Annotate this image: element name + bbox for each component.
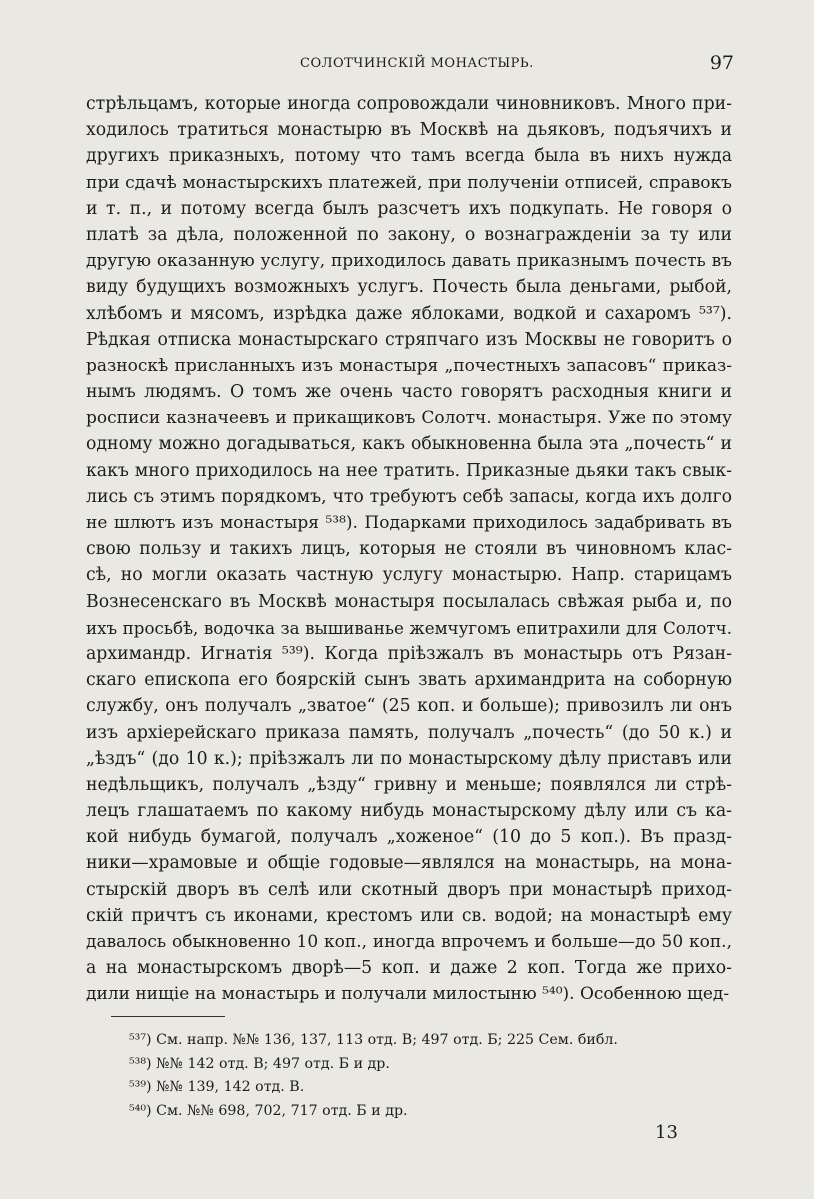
footnote: ⁵³⁷) См. напр. №№ 136, 137, 113 отд. В; 497 отд. Б; 225 Сем. библ. <box>129 1032 618 1048</box>
body-text <box>86 91 732 1008</box>
text-line: архимандр. Игнатія ⁵³⁹). Когда пріѣзжалъ въ монастырь отъ Рязан- <box>86 643 732 664</box>
text-line: давалось обыкновенно 10 коп., иногда впрочемъ и больше—до 50 коп., <box>86 932 732 952</box>
text-line: ходилось тратиться монастырю въ Москвѣ на дьяковъ, подъячихъ и <box>86 120 732 141</box>
text-line: ихъ просьбѣ, водочка за вышиванье жемчугомъ епитрахили для Солотч. <box>86 617 732 638</box>
running-head <box>86 52 736 76</box>
text-line: росписи казначеевъ и прикащиковъ Солотч. монастыря. Уже по этому <box>86 408 732 429</box>
text-line: кой нибудь бумагой, получалъ „хоженое“ (10 до 5 коп.). Въ празд- <box>86 827 732 848</box>
text-line: дили нищіе на монастырь и получали милостыню ⁵⁴⁰). Особенною щед- <box>86 984 730 1005</box>
text-line: службу, онъ получалъ „зватое“ (25 коп. и больше); привозилъ ли онъ <box>86 696 732 717</box>
footnote-rule <box>111 1016 225 1017</box>
text-line: Рѣдкая отписка монастырскаго стряпчаго изъ Москвы не говоритъ о <box>86 329 732 350</box>
text-line: при сдачѣ монастырскихъ платежей, при полученіи отписей, справокъ <box>86 172 732 193</box>
footnote: ⁵³⁹) №№ 139, 142 отд. В. <box>129 1079 305 1095</box>
text-line: нымъ людямъ. О томъ же очень часто говорятъ расходныя книги и <box>86 382 732 403</box>
text-line: какъ много приходилось на нее тратить. Приказные дьяки такъ свык- <box>86 460 732 481</box>
text-line: и т. п., и потому всегда былъ разсчетъ ихъ подкупать. Не говоря о <box>86 198 732 219</box>
text-line: другую оказанную услугу, приходилось давать приказнымъ почесть въ <box>86 251 732 272</box>
text-line: ники—храмовые и общіе годовые—являлся на монастырь, на мона- <box>86 853 732 874</box>
text-line: лецъ глашатаемъ по какому нибудь монастырскому дѣлу или съ ка- <box>86 801 732 822</box>
text-line: „ѣздъ“ (до 10 к.); пріѣзжалъ ли по монастырскому дѣлу приставъ или <box>86 748 732 769</box>
text-line: Вознесенскаго въ Москвѣ монастыря посылалась свѣжая рыба и, по <box>86 591 732 612</box>
text-line: стрѣльцамъ, которые иногда сопровождали чиновниковъ. Много при- <box>86 94 732 114</box>
text-line: свою пользу и такихъ лицъ, которыя не стояли въ чиновномъ клас- <box>86 539 732 560</box>
text-line: сѣ, но могли оказать частную услугу монастырю. Напр. старицамъ <box>86 565 732 586</box>
text-line: виду будущихъ возможныхъ услугъ. Почесть была деньгами, рыбой, <box>86 277 732 298</box>
running-title: СОЛОТЧИНСКІЙ МОНАСТЫРЬ. <box>300 56 534 71</box>
text-line: изъ архіерейскаго приказа память, получалъ „почесть“ (до 50 к.) и <box>86 722 732 743</box>
text-line: лись съ этимъ порядкомъ, что требуютъ себѣ запасы, когда ихъ долго <box>86 486 732 507</box>
text-line: скій причтъ съ иконами, крестомъ или св. водой; на монастырѣ ему <box>86 905 732 926</box>
footnotes <box>129 1029 719 1123</box>
text-line: другихъ приказныхъ, потому что тамъ всегда была въ нихъ нужда <box>86 146 732 167</box>
text-line: не шлютъ изъ монастыря ⁵³⁸). Подарками приходилось задабривать въ <box>86 513 732 533</box>
text-line: стырскій дворъ въ селѣ или скотный дворъ при монастырѣ приход- <box>86 879 732 900</box>
text-line: разноскѣ присланныхъ изъ монастыря „почестныхъ запасовъ“ приказ- <box>86 355 732 376</box>
page-number: 97 <box>709 52 734 74</box>
signature-mark: 13 <box>655 1122 678 1143</box>
footnote: ⁵⁴⁰) См. №№ 698, 702, 717 отд. Б и др. <box>129 1102 408 1119</box>
text-line: хлѣбомъ и мясомъ, изрѣдка даже яблоками, водкой и сахаромъ ⁵³⁷). <box>86 303 732 324</box>
footnote: ⁵³⁸) №№ 142 отд. В; 497 отд. Б и др. <box>129 1055 390 1072</box>
text-line: одному можно догадываться, какъ обыкновенна была эта „почесть“ и <box>86 434 732 455</box>
text-line: скаго епископа его боярскій сынъ звать архимандрита на соборную <box>86 670 732 691</box>
text-line: платѣ за дѣла, положенной по закону, о вознагражденіи за ту или <box>86 224 732 245</box>
text-line: недѣльщикъ, получалъ „ѣзду“ гривну и меньше; появлялся ли стрѣ- <box>86 774 732 795</box>
text-line: а на монастырскомъ дворѣ—5 коп. и даже 2 коп. Тогда же прихо- <box>86 958 732 979</box>
